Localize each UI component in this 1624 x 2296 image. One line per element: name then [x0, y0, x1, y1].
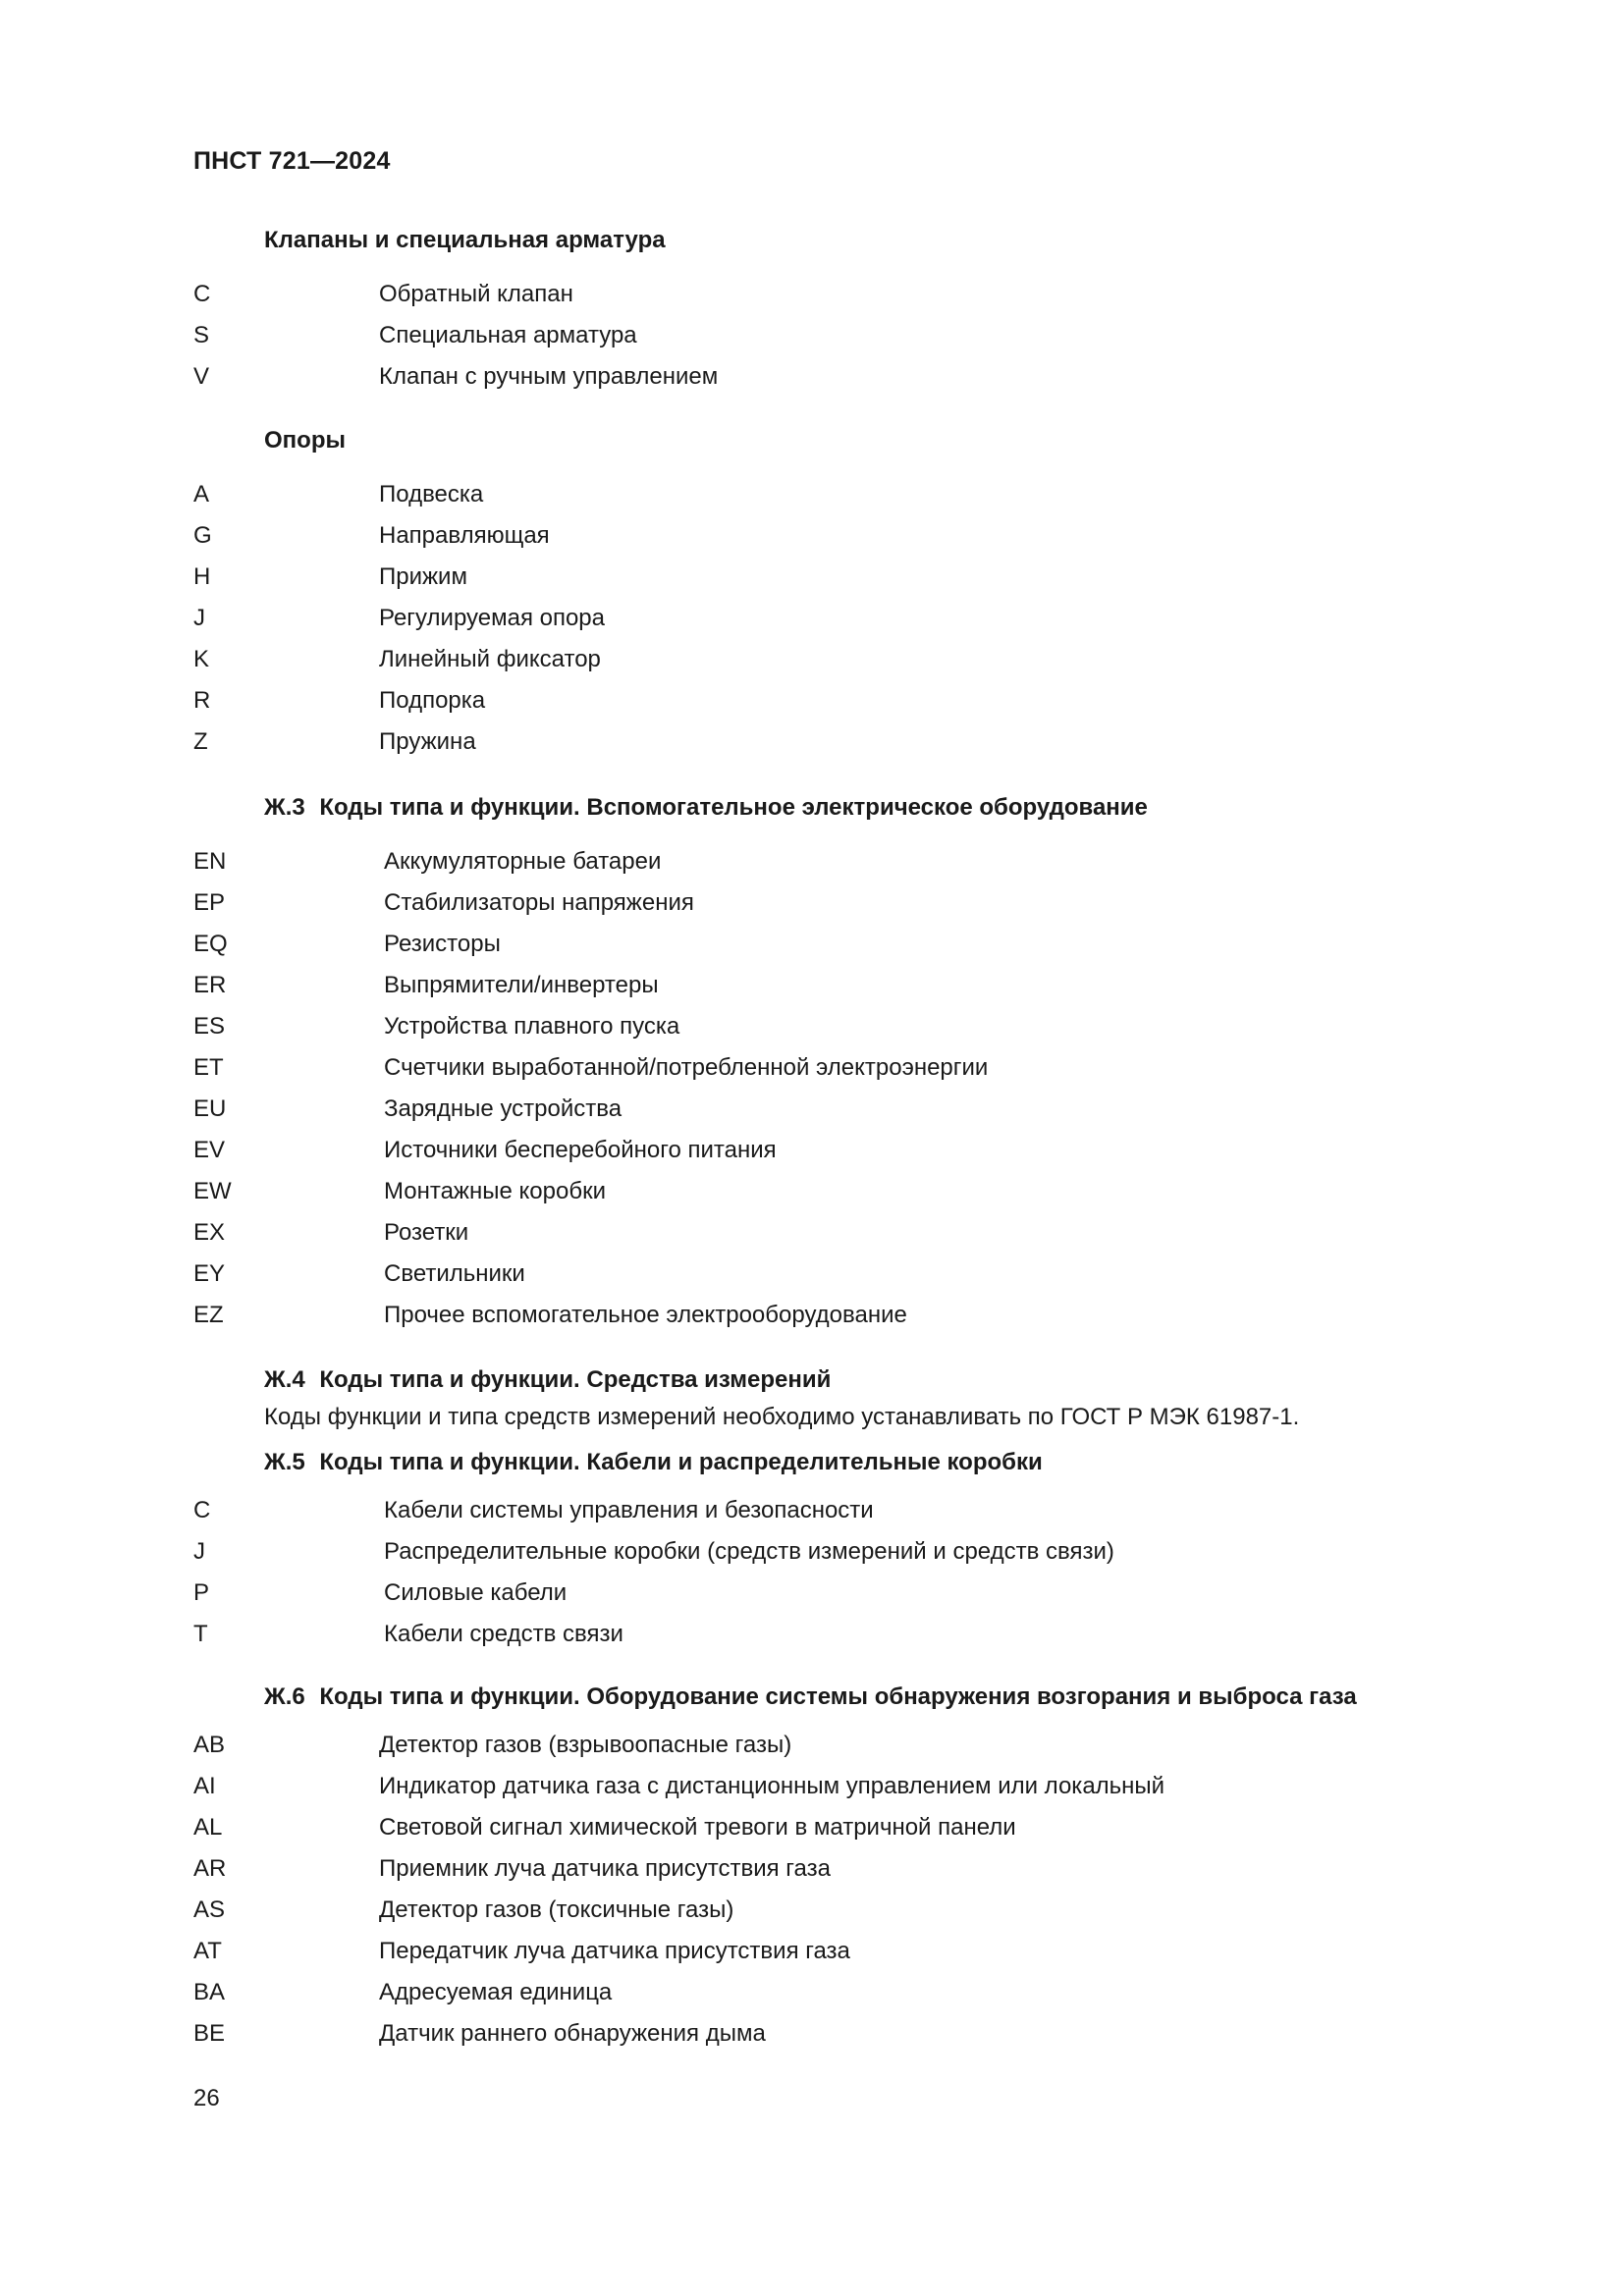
section-title-text: Коды типа и функции. Вспомогательное электрическое оборудование — [319, 794, 1148, 821]
item-code: H — [193, 563, 211, 590]
item-code: BA — [193, 1979, 226, 2005]
list-item — [193, 841, 1470, 882]
item-code: V — [193, 363, 210, 390]
list-item — [193, 1972, 1470, 2013]
item-description: Обратный клапан — [379, 281, 573, 307]
item-description: Прочее вспомогательное электрооборудование — [384, 1302, 907, 1328]
section-number: Ж.6 — [264, 1683, 305, 1710]
item-code: AS — [193, 1896, 226, 1923]
item-description: Специальная арматура — [379, 322, 637, 348]
item-description: Подвеска — [379, 481, 484, 507]
list-item — [193, 965, 1470, 1006]
item-description: Пружина — [379, 728, 476, 755]
code-list — [193, 1490, 1470, 1655]
item-code: EQ — [193, 931, 228, 957]
item-description: Резисторы — [384, 931, 501, 957]
item-code: T — [193, 1621, 208, 1647]
section-title-text: Коды типа и функции. Кабели и распределительные коробки — [319, 1449, 1043, 1475]
item-description: Розетки — [384, 1219, 469, 1246]
list-item — [193, 1006, 1470, 1047]
item-description: Силовые кабели — [384, 1579, 568, 1606]
item-description: Приемник луча датчика присутствия газа — [379, 1855, 831, 1882]
list-item — [193, 1212, 1470, 1254]
item-description: Кабели средств связи — [384, 1621, 623, 1647]
section-zh5 — [193, 1447, 1470, 1655]
item-code: EU — [193, 1095, 227, 1122]
item-code: BE — [193, 2020, 226, 2047]
code-list — [193, 841, 1470, 1336]
item-description: Светильники — [384, 1260, 525, 1287]
item-description: Регулируемая опора — [379, 605, 605, 631]
document-header: ПНСТ 721—2024 — [193, 147, 391, 175]
item-description: Аккумуляторные батареи — [384, 848, 662, 875]
item-code: A — [193, 481, 210, 507]
list-item — [193, 1931, 1470, 1972]
item-description: Клапан с ручным управлением — [379, 363, 719, 390]
list-item — [193, 680, 1470, 721]
section-valves — [193, 225, 1470, 398]
item-description: Детектор газов (токсичные газы) — [379, 1896, 734, 1923]
item-code: ES — [193, 1013, 226, 1040]
item-code: EY — [193, 1260, 226, 1287]
list-item — [193, 639, 1470, 680]
section-title-text: Коды типа и функции. Средства измерений — [319, 1366, 832, 1393]
section-paragraph: Коды функции и типа средств измерений необходимо устанавливать по ГОСТ Р МЭК 61987-1. — [264, 1404, 1300, 1430]
list-item — [193, 1130, 1470, 1171]
item-code: EW — [193, 1178, 232, 1204]
list-item — [193, 315, 1470, 356]
item-code: Z — [193, 728, 208, 755]
list-item — [193, 1807, 1470, 1848]
section-title — [264, 1364, 1470, 1396]
list-item — [193, 1766, 1470, 1807]
item-description: Световой сигнал химической тревоги в матричной панели — [379, 1814, 1016, 1841]
section-title: Опоры — [264, 427, 346, 454]
list-item — [193, 1531, 1470, 1573]
list-item — [193, 515, 1470, 557]
section-zh4 — [193, 1364, 1470, 1433]
item-description: Линейный фиксатор — [379, 646, 601, 672]
list-item — [193, 1725, 1470, 1766]
item-code: AT — [193, 1938, 222, 1964]
section-title-text: Коды типа и функции. Оборудование системы обнаружения возгорания и выброса газа — [319, 1683, 1357, 1710]
item-code: AI — [193, 1773, 216, 1799]
list-item — [193, 882, 1470, 924]
list-item — [193, 1295, 1470, 1336]
section-zh3 — [193, 792, 1470, 1336]
section-zh6 — [193, 1682, 1470, 2055]
list-item — [193, 1614, 1470, 1655]
item-description: Подпорка — [379, 687, 486, 714]
item-description: Монтажные коробки — [384, 1178, 606, 1204]
section-number: Ж.4 — [264, 1366, 305, 1393]
page-number: 26 — [193, 2085, 220, 2111]
list-item — [193, 1890, 1470, 1931]
list-item — [193, 1490, 1470, 1531]
section-number: Ж.5 — [264, 1449, 305, 1475]
list-item — [193, 1171, 1470, 1212]
list-item — [193, 721, 1470, 763]
item-code: EV — [193, 1137, 226, 1163]
list-item — [193, 356, 1470, 398]
item-code: C — [193, 1497, 211, 1523]
item-code: C — [193, 281, 211, 307]
list-item — [193, 598, 1470, 639]
list-item — [193, 1047, 1470, 1089]
item-description: Распределительные коробки (средств измерений и средств связи) — [384, 1538, 1114, 1565]
list-item — [193, 2013, 1470, 2055]
list-item — [193, 557, 1470, 598]
item-code: J — [193, 1538, 205, 1565]
item-code: P — [193, 1579, 210, 1606]
section-number: Ж.3 — [264, 794, 305, 821]
section-title: Клапаны и специальная арматура — [264, 227, 666, 253]
item-description: Датчик раннего обнаружения дыма — [379, 2020, 766, 2047]
item-code: S — [193, 322, 210, 348]
item-description: Выпрямители/инвертеры — [384, 972, 659, 998]
list-item — [193, 474, 1470, 515]
item-code: G — [193, 522, 212, 549]
item-code: EP — [193, 889, 226, 916]
item-description: Счетчики выработанной/потребленной электроэнергии — [384, 1054, 989, 1081]
code-list — [193, 474, 1470, 763]
item-code: ET — [193, 1054, 224, 1081]
item-code: R — [193, 687, 211, 714]
item-description: Зарядные устройства — [384, 1095, 623, 1122]
item-description: Индикатор датчика газа с дистанционным управлением или локальный — [379, 1773, 1165, 1799]
list-item — [193, 274, 1470, 315]
section-title — [264, 792, 1470, 824]
item-description: Стабилизаторы напряжения — [384, 889, 694, 916]
code-list — [193, 274, 1470, 398]
item-description: Передатчик луча датчика присутствия газа — [379, 1938, 850, 1964]
item-code: EZ — [193, 1302, 224, 1328]
list-item — [193, 924, 1470, 965]
list-item — [193, 1089, 1470, 1130]
item-description: Источники бесперебойного питания — [384, 1137, 777, 1163]
list-item — [193, 1254, 1470, 1295]
item-code: ER — [193, 972, 227, 998]
item-code: J — [193, 605, 205, 631]
item-description: Прижим — [379, 563, 467, 590]
item-description: Устройства плавного пуска — [384, 1013, 680, 1040]
item-code: AB — [193, 1732, 226, 1758]
item-description: Детектор газов (взрывоопасные газы) — [379, 1732, 792, 1758]
code-list — [193, 1725, 1470, 2055]
section-supports — [193, 425, 1470, 763]
item-code: EX — [193, 1219, 226, 1246]
list-item — [193, 1848, 1470, 1890]
item-description: Направляющая — [379, 522, 550, 549]
item-code: AR — [193, 1855, 227, 1882]
item-code: AL — [193, 1814, 223, 1841]
item-code: K — [193, 646, 210, 672]
item-description: Адресуемая единица — [379, 1979, 613, 2005]
item-code: EN — [193, 848, 227, 875]
section-title — [264, 1682, 1470, 1713]
item-description: Кабели системы управления и безопасности — [384, 1497, 874, 1523]
list-item — [193, 1573, 1470, 1614]
section-title — [264, 1447, 1470, 1478]
